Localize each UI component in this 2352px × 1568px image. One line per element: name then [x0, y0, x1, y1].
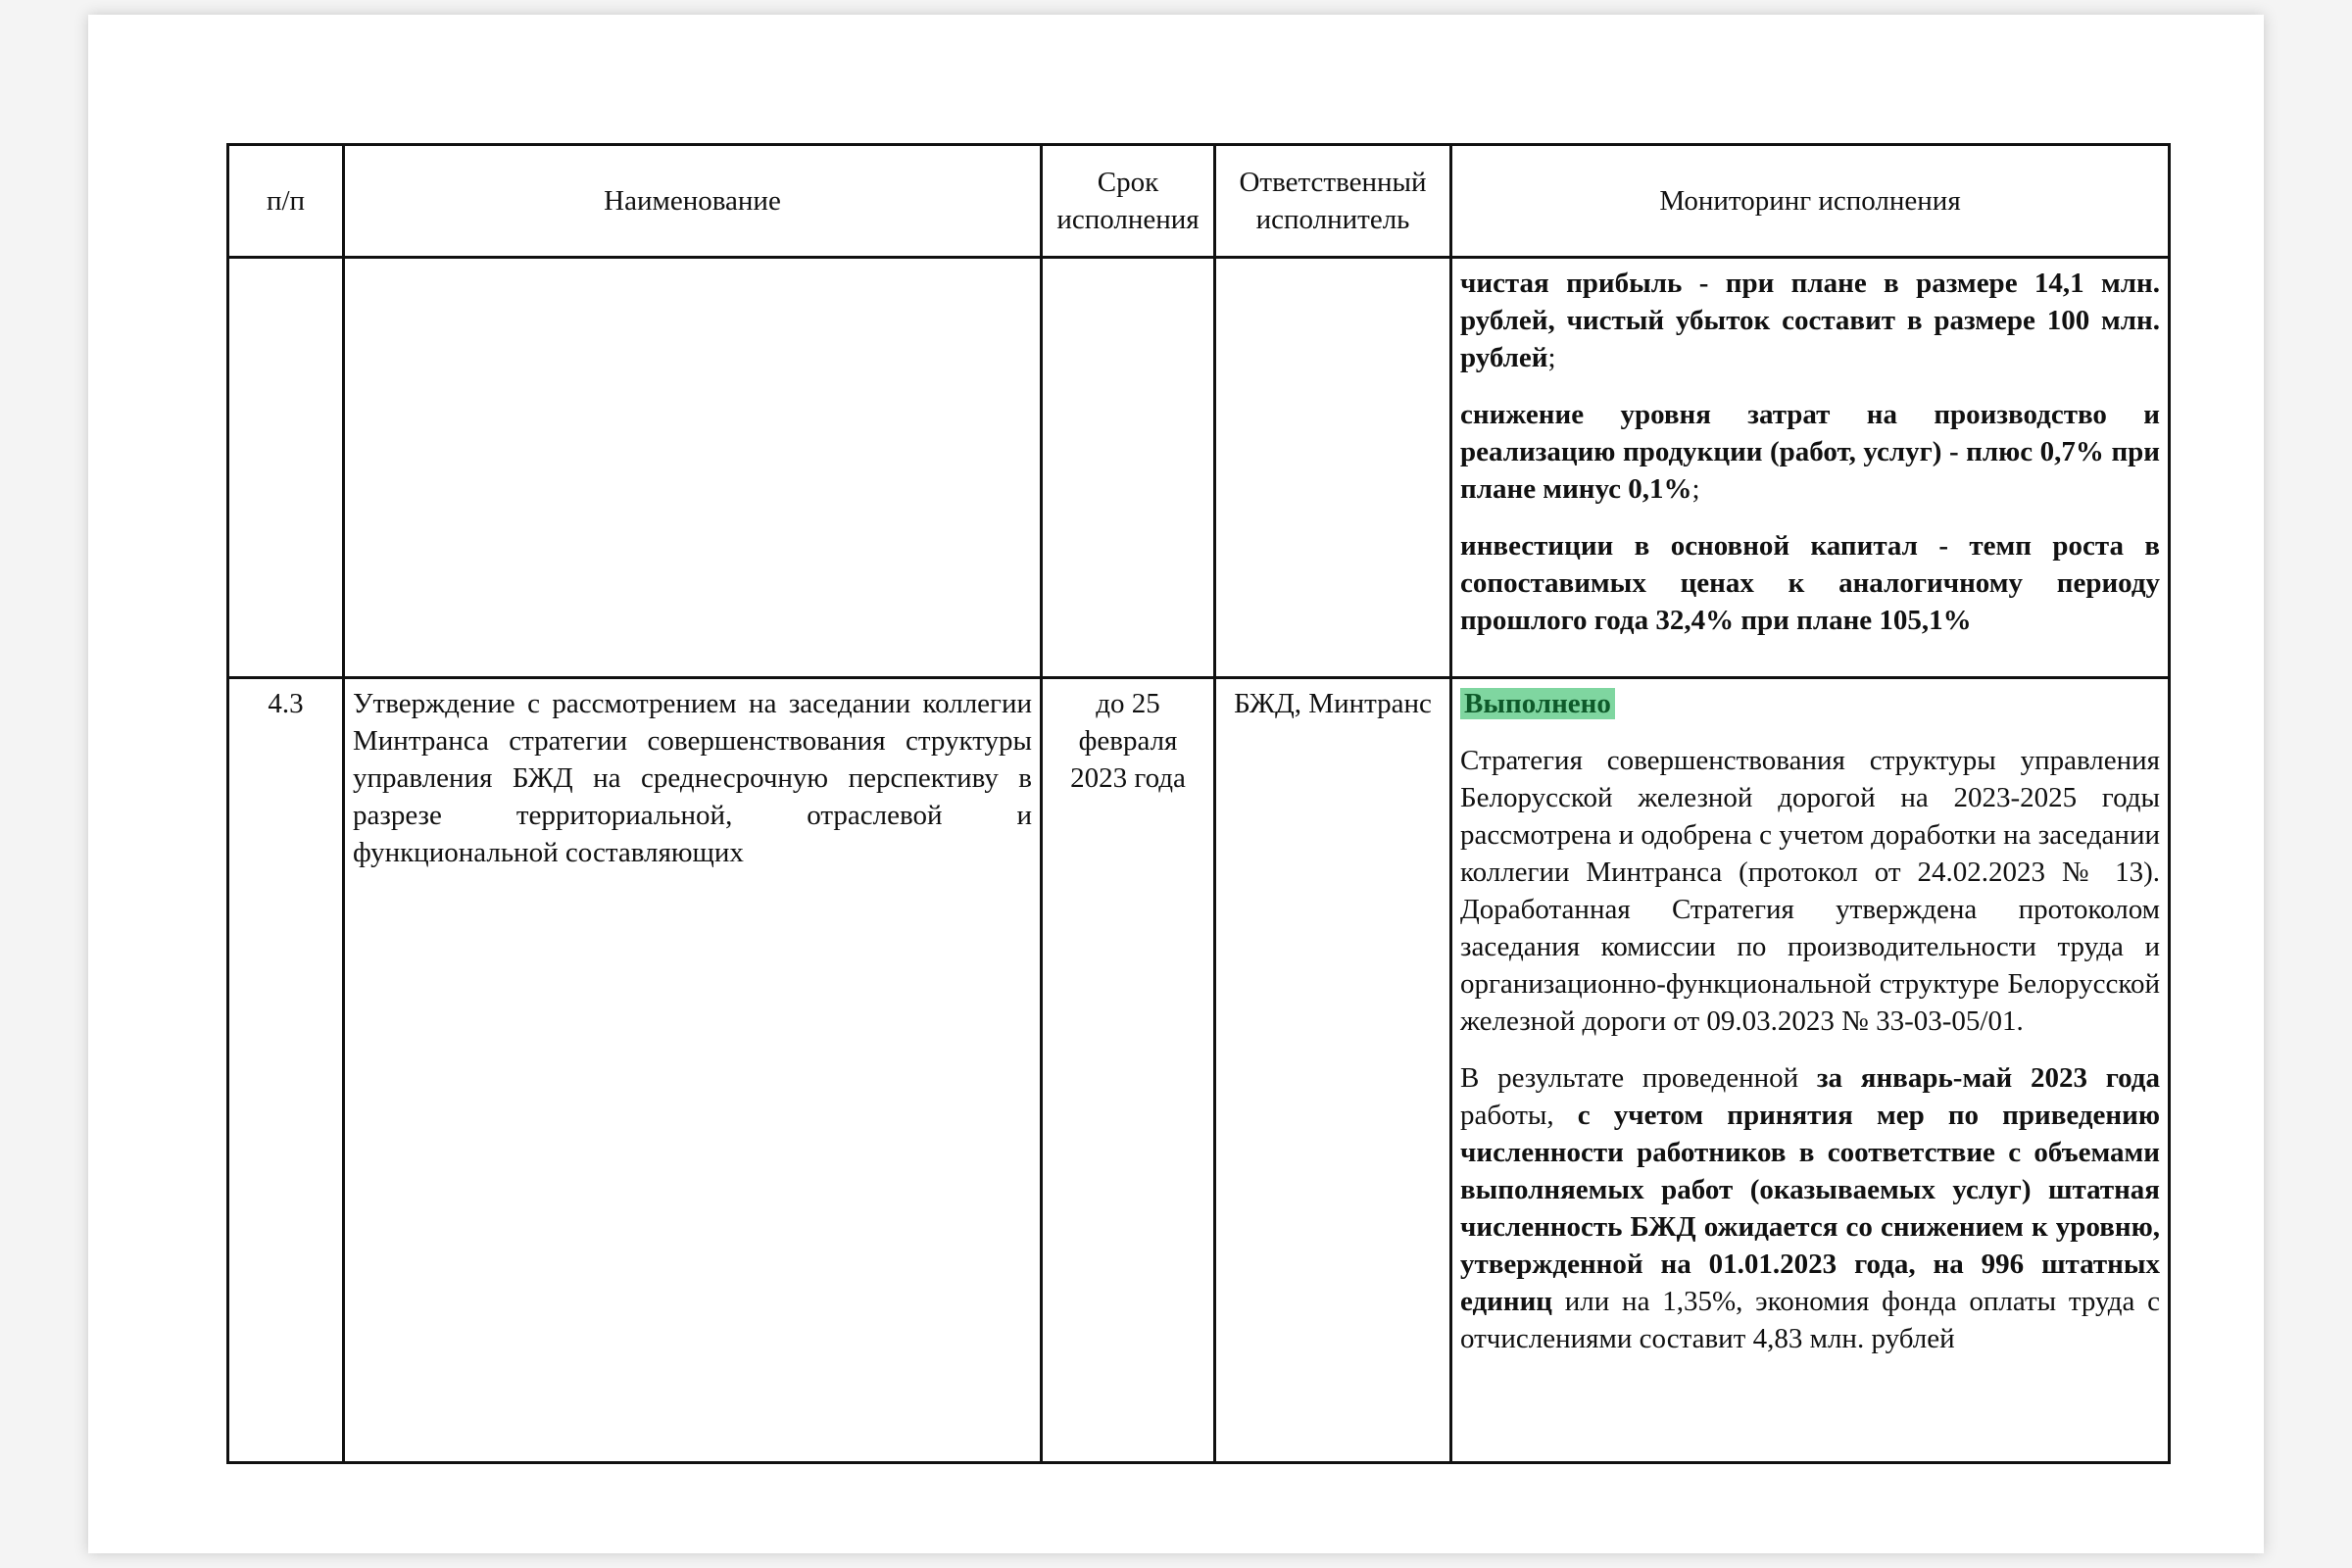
- header-name: Наименование: [344, 145, 1042, 258]
- status-badge: Выполнено: [1460, 688, 1615, 719]
- bold-text: снижение уровня затрат на производство и реализацию продукции (работ, услуг) - плюс 0,7% при плане минус 0,1%: [1460, 399, 2160, 505]
- document-page: [88, 15, 2264, 1553]
- monitoring-paragraph: [1460, 1059, 2160, 1357]
- cell-responsible: [1215, 258, 1451, 678]
- header-deadline: Срок исполнения: [1042, 145, 1215, 258]
- monitoring-paragraph: [1460, 265, 2160, 376]
- table-header-row: [228, 145, 2170, 258]
- monitoring-paragraph: [1460, 396, 2160, 508]
- text: ;: [1691, 473, 1700, 505]
- cell-responsible: БЖД, Минтранс: [1215, 678, 1451, 1463]
- cell-deadline: до 25 февраля 2023 года: [1042, 678, 1215, 1463]
- bold-text: инвестиции в основной капитал - темп роста в сопоставимых ценах к аналогичному периоду прошлого года 32,4% при плане 105,1%: [1460, 530, 2160, 636]
- text: или на 1,35%, экономия фонда оплаты труда с отчислениями составит 4,83 млн. рублей: [1460, 1286, 2160, 1354]
- table-row: [228, 678, 2170, 1463]
- cell-num: [228, 258, 344, 678]
- bold-text: за январь-май 2023 года: [1816, 1062, 2160, 1094]
- cell-num: 4.3: [228, 678, 344, 1463]
- monitoring-table: [226, 143, 2171, 1464]
- text: В результате проведенной: [1460, 1062, 1817, 1094]
- cell-monitoring: [1451, 678, 2170, 1463]
- bold-text: с учетом принятия мер по приведению численности работников в соответствие с объемами выполняемых работ (оказываемых услуг) штатная численность БЖД ожидается со снижением к уровню, утвержденной на 01.01.2023 года, на 996 штатных единиц: [1460, 1100, 2161, 1317]
- header-num: п/п: [228, 145, 344, 258]
- table-row: [228, 258, 2170, 678]
- header-monitoring: Мониторинг исполнения: [1451, 145, 2170, 258]
- monitoring-paragraph: Стратегия совершенствования структуры управления Белорусской железной дорогой на 2023-2025 годы рассмотрена и одобрена с учетом доработки на заседании коллегии Минтранса (протокол от 24.02.2023 № 13). Доработанная Стратегия утверждена протоколом заседания комиссии по производительности труда и организационно-функциональной структуре Белорусской железной дороги от 09.03.2023 № 33-03-05/01.: [1460, 745, 2160, 1037]
- text: работы,: [1460, 1100, 1578, 1131]
- monitoring-paragraph: [1460, 527, 2160, 639]
- cell-deadline: [1042, 258, 1215, 678]
- cell-monitoring: [1451, 258, 2170, 678]
- bold-text: чистая прибыль - при плане в размере 14,1 млн. рублей, чистый убыток составит в размере 100 млн. рублей: [1460, 268, 2160, 373]
- cell-name: Утверждение с рассмотрением на заседании коллегии Минтранса стратегии совершенствования структуры управления БЖД на среднесрочную перспективу в разрезе территориальной, отраслевой и функциональной составляющих: [344, 678, 1042, 1463]
- status-line: [1460, 685, 2160, 722]
- header-responsible: Ответственный исполнитель: [1215, 145, 1451, 258]
- text: ;: [1547, 342, 1556, 373]
- cell-name: [344, 258, 1042, 678]
